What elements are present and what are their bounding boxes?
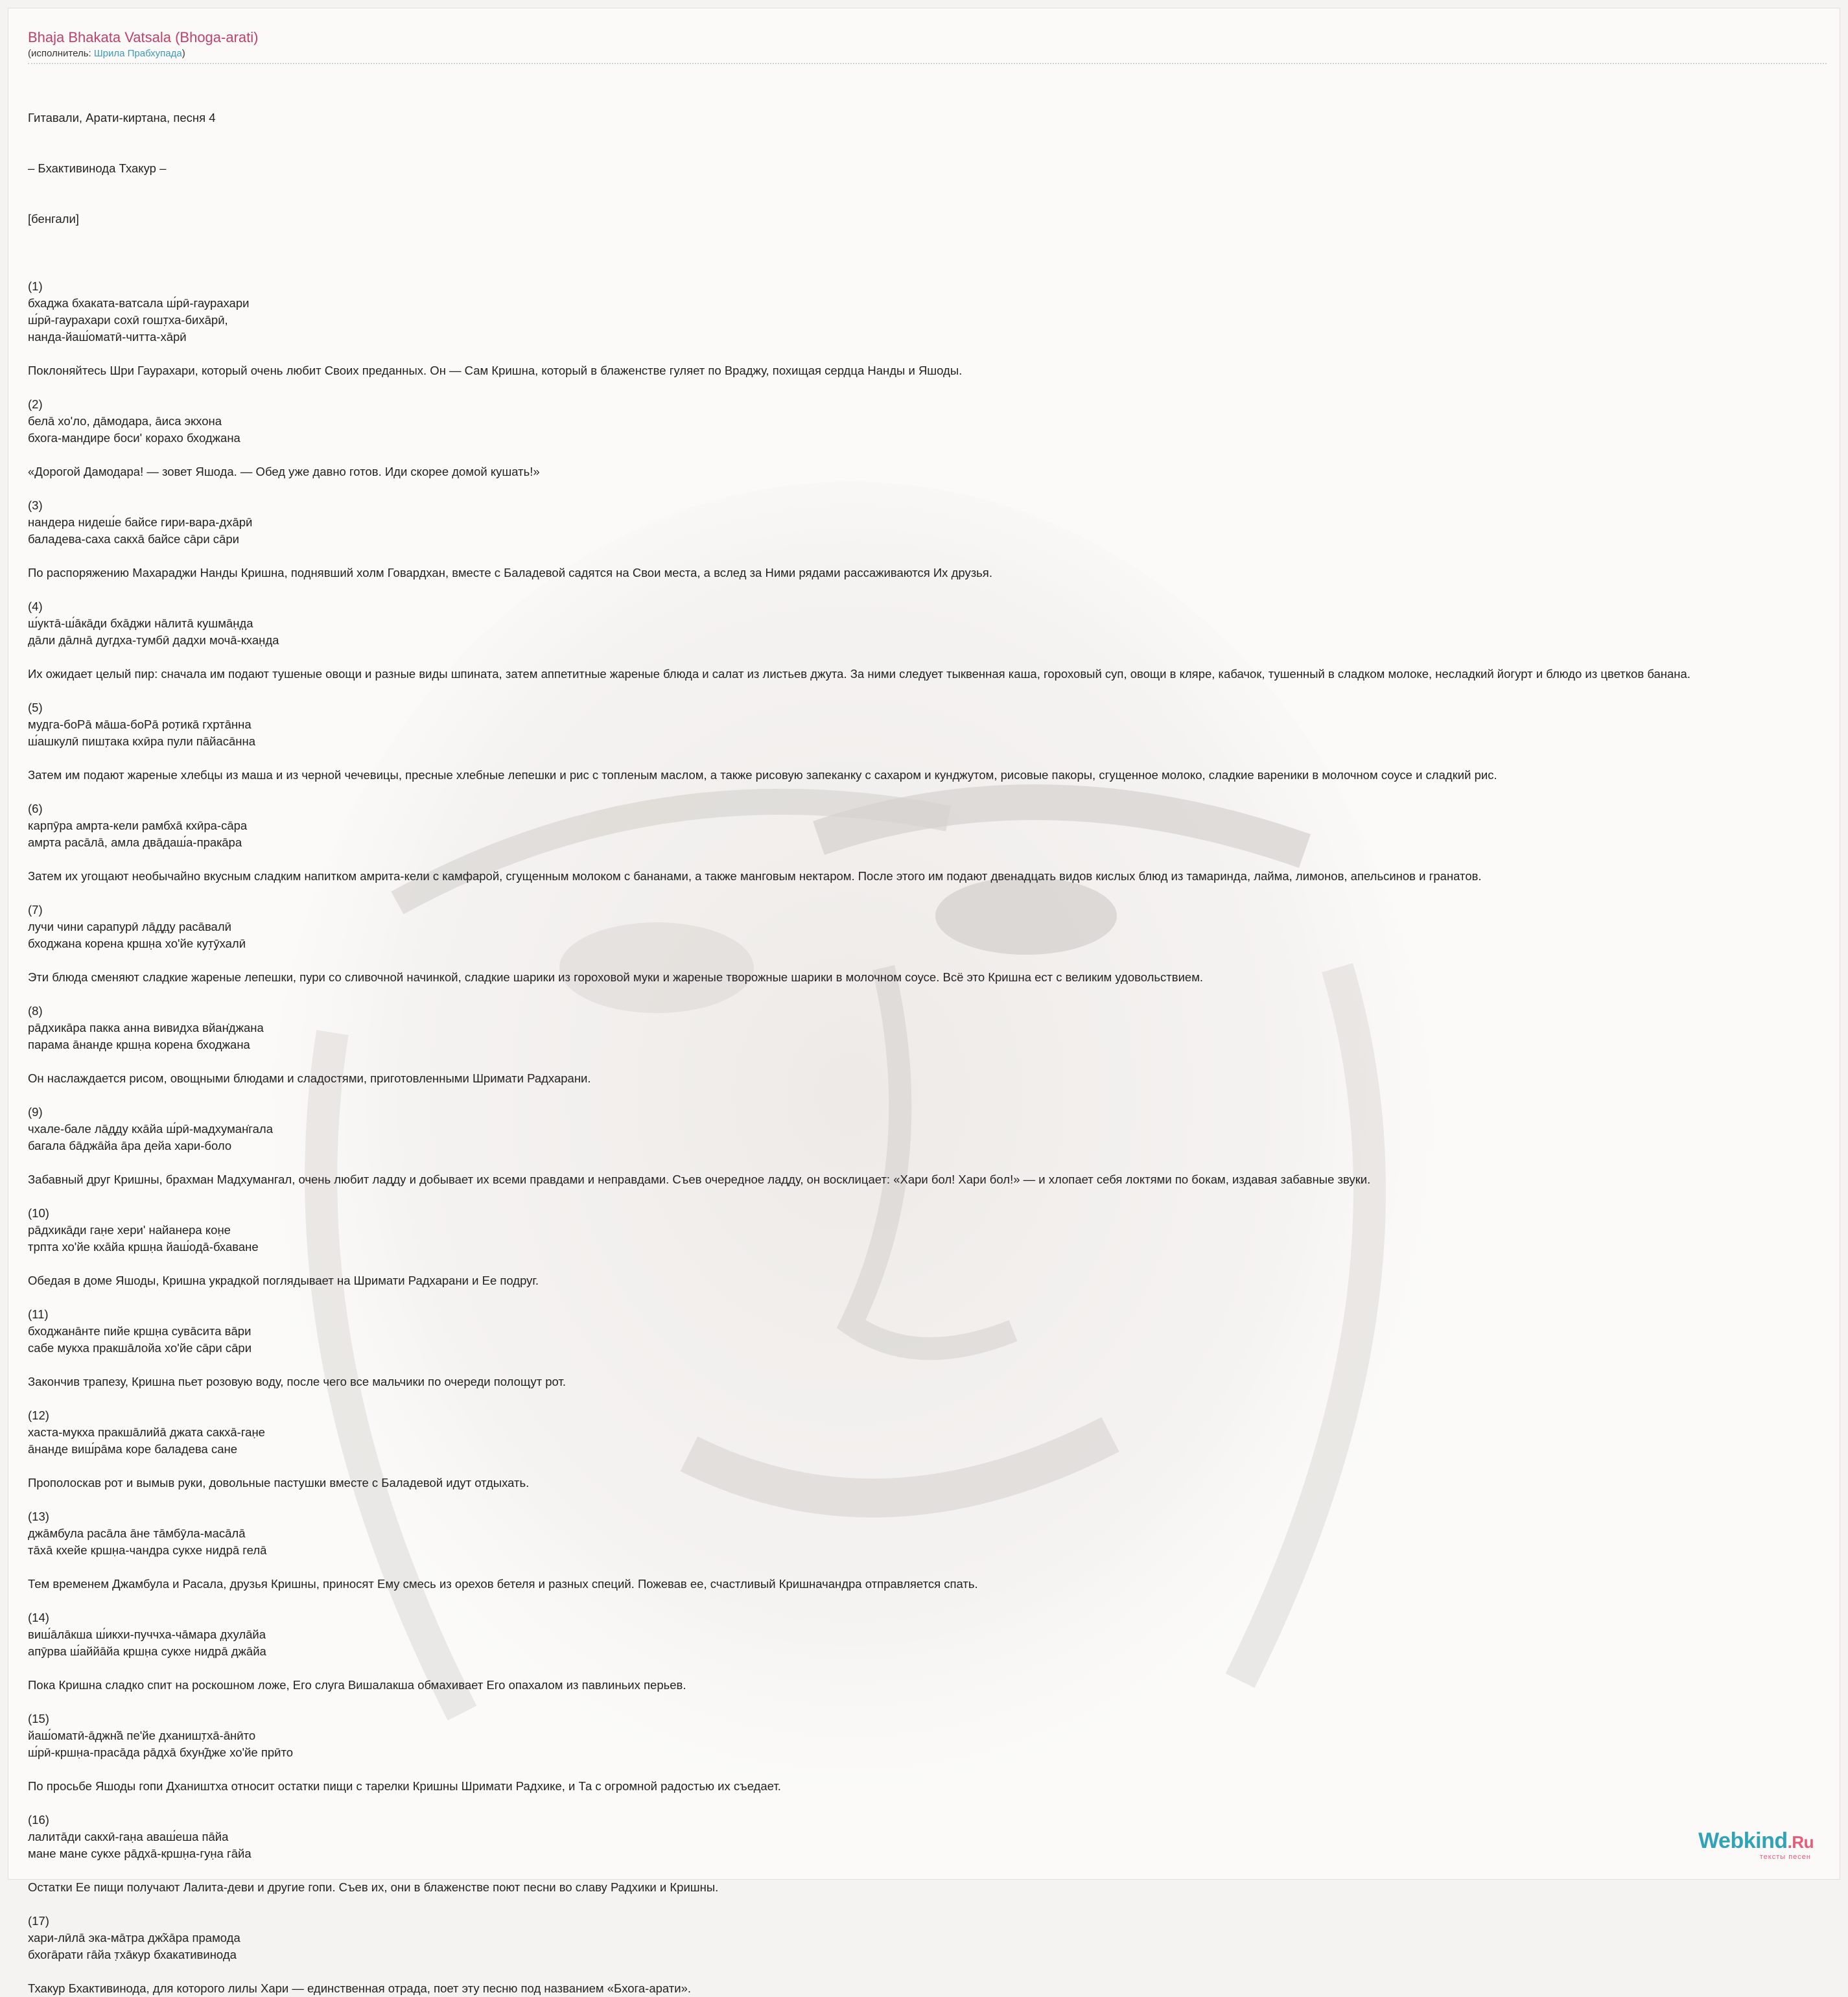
verse-number: (3) [28, 498, 43, 512]
verse-translation: Поклоняйтесь Шри Гаурахари, который очень любит Своих преданных. Он — Сам Кришна, который в блаженстве гуляет по Враджу, похищая сердца Нанды и Яшоды. [28, 364, 963, 377]
verse-translation: Обедая в доме Яшоды, Кришна украдкой поглядывает на Шримати Радхарани и Ее подруг. [28, 1274, 539, 1287]
verse-number: (14) [28, 1611, 49, 1624]
verse-translation: Закончив трапезу, Кришна пьет розовую воду, после чего все мальчики по очереди полощут рот. [28, 1375, 566, 1388]
verse-number: (17) [28, 1914, 49, 1928]
spacer [28, 1087, 1836, 1104]
verse-number: (15) [28, 1712, 49, 1725]
verse-line: трпта хо'йе кхāйа кршн̣а йаш́одā-бхаване [28, 1240, 259, 1254]
spacer [28, 447, 1836, 463]
verse-number: (2) [28, 397, 43, 411]
spacer [28, 1896, 1836, 1913]
performer-line: (исполнитель: Шрила Прабхупада) [28, 48, 185, 59]
song-header [28, 28, 1827, 64]
intro-line: Гитавали, Арати-киртана, песня 4 [28, 111, 216, 124]
verse-line: баладева-саха сакхā байсе сāри сāри [28, 532, 239, 546]
verse-translation: Затем их угощают необычайно вкусным сладким напитком амрита-кели с камфарой, сгущенным молоком с бананами, а также манговым нектаром. После этого им подают двенадцать видов кислых блюд из тамаринда, лайма, лимонов, апельсинов и гранатов. [28, 869, 1482, 883]
verse-line: парама āнанде кршн̣а корена бходжана [28, 1038, 250, 1051]
verse-translation: Их ожидает целый пир: сначала им подают тушеные овощи и разные виды шпината, затем аппетитные жареные блюда и салат из листьев джута. За ними следует тыквенная каша, гороховый суп, овощи в кляре, кабачок, тушенный в сладком молоке, несладкий йогурт и блюдо из цветков банана. [28, 667, 1690, 681]
spacer [28, 1289, 1836, 1306]
spacer [28, 1458, 1836, 1475]
verse-line: āнанде виш́рāма коре баладева сане [28, 1442, 237, 1456]
verse-number: (7) [28, 903, 43, 917]
spacer [28, 851, 1836, 868]
verse-line: апӯрва ш́аййāйа кршн̣а сукхе нидрā джāйа [28, 1644, 266, 1658]
verse-translation: Прополоскав рот и вымыв руки, довольные пастушки вместе с Баладевой идут отдыхать. [28, 1476, 530, 1489]
spacer [28, 581, 1836, 598]
verse-line: ш́рӣ-гаурахари сохӣ гошт̣ха-бихāрӣ, [28, 313, 228, 327]
verse-line: чхале-бале лāд̣д̣у кхāйа ш́рӣ-мадхуман̇гала [28, 1122, 274, 1136]
verse-line: нандера нидеш́е байсе гири-вара-дхāрӣ [28, 515, 253, 529]
verse-translation: Пока Кришна сладко спит на роскошном ложе, Его слуга Вишалакша обмахивает Его опахалом из павлиньих перьев. [28, 1678, 686, 1692]
logo-name: Webkind [1698, 1828, 1788, 1853]
spacer [28, 784, 1836, 800]
verse-number: (1) [28, 279, 43, 293]
intro-line: – Бхактивинода Тхакур – [28, 161, 167, 175]
spacer [28, 750, 1836, 767]
site-logo[interactable] [1698, 1830, 1814, 1861]
spacer [28, 1862, 1836, 1879]
verse-number: (12) [28, 1408, 49, 1422]
verse-number: (16) [28, 1813, 49, 1827]
verse-translation: Тхакур Бхактивинода, для которого лилы Хари — единственная отрада, поет эту песню под названием «Бхога-арати». [28, 1981, 692, 1995]
verse-line: багала бāджāйа āра дейа хари-боло [28, 1139, 232, 1152]
verse-line: бхогāрати гāйа т̣хāкур бхакативинода [28, 1948, 237, 1961]
spacer [28, 1390, 1836, 1407]
song-title: Bhaja Bhakata Vatsala (Bhoga-arati) [28, 29, 259, 45]
performer-link[interactable]: Шрила Прабхупада [93, 48, 182, 59]
spacer [28, 986, 1836, 1003]
verse-line: лалитāди сакхӣ-ган̣а аваш́еша пāйа [28, 1830, 229, 1843]
verse-line: бходжана корена кршн̣а хо'йе кут̣ӯхалӣ [28, 937, 246, 950]
verse-line: йаш́оматӣ-āджн̃ā пе'йе дханишт̣хā-āнӣто [28, 1729, 256, 1742]
spacer [28, 1795, 1836, 1812]
spacer [28, 649, 1836, 666]
spacer [28, 1559, 1836, 1576]
spacer [28, 379, 1836, 396]
verse-line: мудга-боРā мāша-боРā рот̣икā гхртāнна [28, 718, 251, 731]
verse-line: бхаджа бхаката-ватсала ш́рӣ-гаурахари [28, 296, 250, 310]
spacer [28, 1188, 1836, 1205]
verse-line: хаста-мукха пракшāлийā джата сакхā-ган̣е [28, 1425, 265, 1439]
verse-line: сабе мукха пракшāлойа хо'йе сāри сāри [28, 1341, 252, 1355]
verse-translation: Забавный друг Кришны, брахман Мадхумангал, очень любит ладду и добывает их всеми правдами и неправдами. Съев очередное ладду, он восклицает: «Хари бол! Хари бол!» — и хлопает себя локтями по бокам, издавая забавные звуки. [28, 1173, 1371, 1186]
verse-line: ш́уктā-ш́āкāди бхāджи нāлитā кушмāн̣д̣а [28, 616, 253, 630]
spacer [28, 1660, 1836, 1677]
spacer [28, 1761, 1836, 1778]
verse-number: (4) [28, 600, 43, 613]
verse-line: бхога-мандире боси' корахо бходжана [28, 431, 240, 445]
verse-number: (13) [28, 1510, 49, 1523]
spacer [28, 1491, 1836, 1508]
verse-translation: Тем временем Джамбула и Расала, друзья Кришны, приносят Ему смесь из орехов бетеля и разных специй. Пожевав ее, счастливый Кришначандра отправляется спать. [28, 1577, 978, 1591]
verse-number: (8) [28, 1004, 43, 1018]
verse-line: рāдхикāра пакка анна вивидха вйан̇джана [28, 1021, 264, 1034]
spacer [28, 261, 1836, 278]
verse-number: (5) [28, 701, 43, 714]
logo-tagline: тексты песен [1759, 1853, 1811, 1861]
verse-line: лучи чини сарапурӣ лāд̣д̣у расāвалӣ [28, 920, 231, 933]
verse-translation: «Дорогой Дамодара! — зовет Яшода. — Обед уже давно готов. Иди скорее домой кушать!» [28, 465, 540, 478]
verse-translation: Он наслаждается рисом, овощными блюдами и сладостями, приготовленными Шримати Радхарани. [28, 1071, 591, 1085]
spacer [28, 1963, 1836, 1980]
verse-line: белā хо'ло, дāмодара, āиса экхона [28, 414, 222, 428]
spacer [28, 480, 1836, 497]
verse-number: (10) [28, 1206, 49, 1220]
verse-number: (9) [28, 1105, 43, 1119]
verse-translation: Затем им подают жареные хлебцы из маша и из черной чечевицы, пресные хлебные лепешки и рис с топленым маслом, а также рисовую запеканку с сахаром и кунджутом, рисовые пакоры, сгущенное молоко, сладкие вареники в молочном соусе и сладкий рис. [28, 768, 1497, 782]
verse-line: мане мане сукхе рāдхā-кршн̣а-гун̣а гāйа [28, 1847, 251, 1860]
verse-line: хари-лӣлā эка-мāтра дж̃хāра прамода [28, 1931, 240, 1944]
verse-line: виш́āлāкша ш́икхи-пуччха-чāмара д̣хулāйа [28, 1628, 266, 1641]
verse-translation: По просьбе Яшоды гопи Дхаништха относит остатки пищи с тарелки Кришны Шримати Радхике, и Та с огромной радостью их съедает. [28, 1779, 781, 1793]
spacer [28, 1593, 1836, 1609]
spacer [28, 1694, 1836, 1711]
spacer [28, 548, 1836, 565]
verse-line: джāмбула расāла āне тāмбӯла-масāлā [28, 1526, 246, 1540]
verse-translation: Эти блюда сменяют сладкие жареные лепешки, пури со сливочной начинкой, сладкие шарики из гороховой муки и жареные творожные шарики в молочном соусе. Всё это Кришна ест с великим удовольствием. [28, 970, 1204, 984]
intro-line: [бенгали] [28, 212, 79, 226]
lyrics-text [28, 76, 1836, 1997]
verse-line: рāдхикāди ган̣е хери' найанера кон̣е [28, 1223, 231, 1237]
verse-translation: По распоряжению Махараджи Нанды Кришна, поднявший холм Говардхан, вместе с Баладевой садятся на Свои места, а вслед за Ними рядами рассаживаются Их друзья. [28, 566, 992, 579]
verse-line: нанда-йаш́оматӣ-читта-хāрӣ [28, 330, 187, 344]
verse-line: амрта расāлā, амла двāдаш́а-пракāра [28, 835, 242, 849]
spacer [28, 1357, 1836, 1373]
verse-number: (11) [28, 1307, 49, 1321]
verse-number: (6) [28, 802, 43, 815]
spacer [28, 345, 1836, 362]
verse-line: карпӯра амрта-кели рамбхā кхӣра-сāра [28, 819, 248, 832]
verse-translation: Остатки Ее пищи получают Лалита-деви и другие гопи. Съев их, они в блаженстве поют песни во славу Радхики и Кришны. [28, 1880, 719, 1894]
spacer [28, 1053, 1836, 1070]
spacer [28, 683, 1836, 699]
verse-line: бходжанāнте пийе кршн̣а сувāсита вāри [28, 1324, 251, 1338]
verse-line: ш́рӣ-кршн̣а-прасāда рāдхā бхун̃дже хо'йе прӣто [28, 1746, 294, 1759]
spacer [28, 1154, 1836, 1171]
verse-line: ш́ашкулӣ пишт̣ака кхӣра пули пāйасāнна [28, 734, 255, 748]
spacer [28, 1255, 1836, 1272]
verse-line: тāхā кхейе кршн̣а-чандра сукхе нидрā гелā [28, 1543, 267, 1557]
verse-line: д̣āли д̣āлнā дугдха-тумбӣ дадхи мочā-кхан̣д̣а [28, 633, 279, 647]
spacer [28, 885, 1836, 902]
spacer [28, 952, 1836, 969]
logo-tld: .Ru [1787, 1832, 1814, 1852]
page-sheet [8, 8, 1840, 1995]
